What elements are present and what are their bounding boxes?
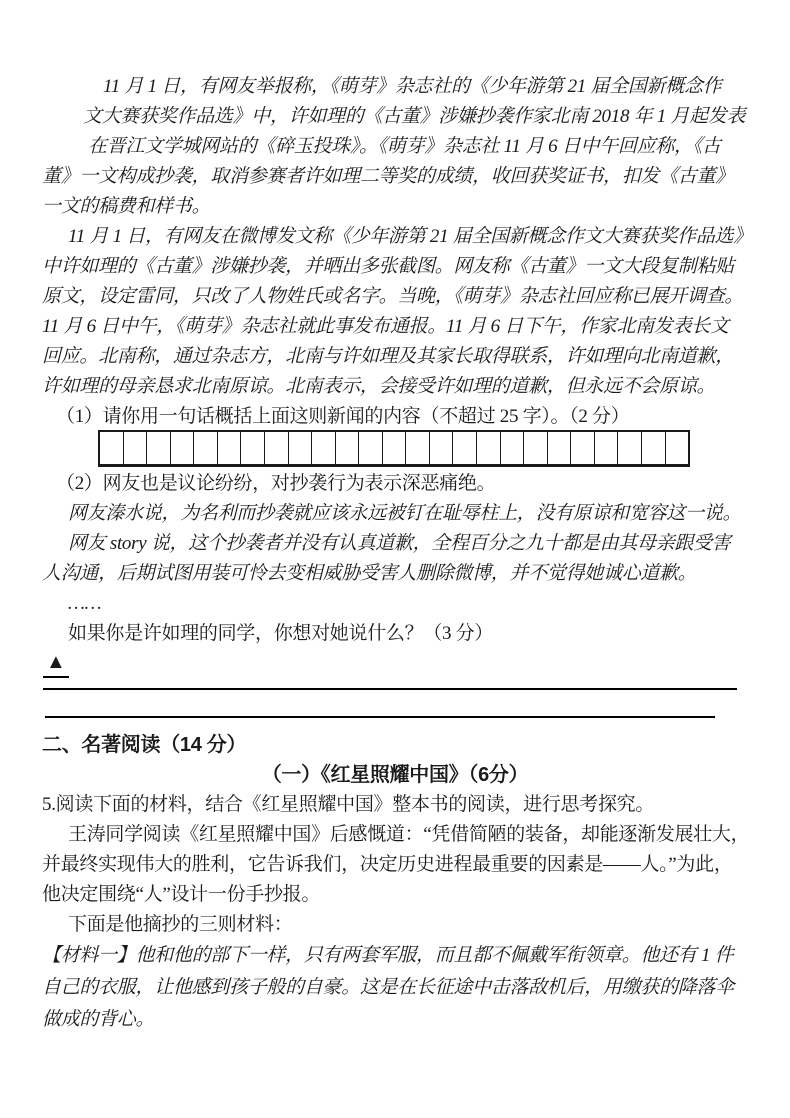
- material-1-line: 自己的衣服，让他感到孩子般的自豪。这是在长征途中击落敌机后，用缴获的降落伞: [42, 977, 734, 998]
- news-paragraph-1: [42, 72, 790, 222]
- news-paragraph-1-line: 董》一文构成抄袭，取消参赛者许如理二等奖的成绩，收回获奖证书，扣发《古董》: [42, 166, 734, 187]
- material-1-line: 【材料一】他和他的部下一样，只有两套军服，而且都不佩戴军衔领章。他还有 1 件: [42, 945, 734, 966]
- answer-grid-cell: [665, 432, 689, 464]
- wangtao-paragraph: [42, 820, 790, 910]
- answer-grid-cell: [311, 432, 335, 464]
- question-2-label: （2）网友也是议论纷纷，对抄袭行为表示深恶痛绝。: [56, 473, 496, 494]
- divider-line-1: [43, 688, 737, 690]
- answer-grid-cell: [617, 432, 641, 464]
- answer-grid-cell: [146, 432, 170, 464]
- answer-grid-cell: [523, 432, 547, 464]
- question-5-label: 5.阅读下面的材料，结合《红星照耀中国》整本书的阅读，进行思考探究。: [42, 794, 655, 815]
- answer-grid: [98, 430, 690, 467]
- answer-grid-cell: [100, 432, 123, 464]
- netizen-comment-2-line: 网友 story 说，这个抄袭者并没有认真道歉，全程百分之九十都是由其母亲跟受害: [68, 533, 731, 554]
- answer-grid-cell: [641, 432, 665, 464]
- news-paragraph-2-line: 回应。北南称，通过杂志方，北南与许如理及其家长取得联系，许如理向北南道歉，: [42, 346, 734, 367]
- section-2-title: 二、名著阅读（14 分）: [42, 734, 247, 756]
- section-2-subtitle: （一）《红星照耀中国》（6分）: [261, 764, 529, 786]
- news-paragraph-1-line: 在晋江文学城网站的《碎玉投珠》。《萌芽》杂志社 11 月 6 日中午回应称，《古: [88, 136, 721, 157]
- answer-grid-cell: [452, 432, 476, 464]
- page-content: [0, 72, 790, 1036]
- news-paragraph-1-line: 11 月 1 日，有网友举报称，《萌芽》杂志社的《少年游第 21 届全国新概念作: [103, 76, 722, 97]
- divider-line-2: [45, 716, 715, 718]
- ellipsis-line: ……: [68, 593, 102, 614]
- news-paragraph-2-line: 中许如理的《古董》涉嫌抄袭，并晒出多张截图。网友称《古董》一文大段复制粘贴: [42, 256, 734, 277]
- answer-grid-cell: [335, 432, 359, 464]
- answer-grid-cell: [429, 432, 453, 464]
- answer-grid-cell: [405, 432, 429, 464]
- news-paragraph-2-line: 许如理的母亲恳求北南原谅。北南表示，会接受许如理的道歉，但永远不会原谅。: [42, 376, 716, 397]
- netizen-comment-1: 网友溱水说，为名利而抄袭就应该永远被钉在耻辱柱上，没有原谅和宽容这一说。: [68, 503, 742, 524]
- answer-grid-cell: [288, 432, 312, 464]
- answer-grid-cell: [217, 432, 241, 464]
- question-3-label: 如果你是许如理的同学，你想对她说什么？（3 分）: [68, 623, 494, 644]
- answer-grid-cell: [570, 432, 594, 464]
- answer-grid-cell: [476, 432, 500, 464]
- answer-grid-cell: [547, 432, 571, 464]
- wangtao-paragraph-line: 并最终实现伟大的胜利，它告诉我们，决定历史进程最重要的因素是——人。”为此，: [42, 854, 733, 875]
- question-1-label: （1）请你用一句话概括上面这则新闻的内容（不超过 25 字）。（2 分）: [56, 406, 630, 427]
- answer-marker-triangle: ▲: [43, 649, 69, 678]
- answer-grid-cell: [382, 432, 406, 464]
- news-paragraph-2: [42, 222, 790, 402]
- materials-intro: 下面是他摘抄的三则材料：: [68, 914, 293, 935]
- news-paragraph-1-line: 文大赛获奖作品选》中，许如理的《古董》涉嫌抄袭作家北南 2018 年 1 月起发表: [83, 106, 746, 127]
- answer-grid-cell: [193, 432, 217, 464]
- material-1-line: 做成的背心。: [42, 1009, 155, 1030]
- material-1-paragraph: [42, 940, 790, 1036]
- answer-grid-cell: [123, 432, 147, 464]
- answer-grid-cell: [264, 432, 288, 464]
- news-paragraph-2-line: 原文，设定雷同，只改了人物姓氏或名字。当晚，《萌芽》杂志社回应称已展开调查。: [42, 286, 744, 307]
- netizen-comment-2-line: 人沟通，后期试图用装可怜去变相威胁受害人删除微博，并不觉得她诚心道歉。: [42, 563, 697, 584]
- wangtao-paragraph-line: 王涛同学阅读《红星照耀中国》后感慨道：“凭借简陋的装备，却能逐渐发展壮大，: [68, 824, 750, 845]
- answer-grid-cell: [594, 432, 618, 464]
- news-paragraph-1-line: 一文的稿费和样书。: [42, 196, 211, 217]
- answer-grid-cell: [358, 432, 382, 464]
- answer-grid-cell: [240, 432, 264, 464]
- news-paragraph-2-line: 11 月 6 日中午，《萌芽》杂志社就此事发布通报。11 月 6 日下午，作家北南发表长文: [42, 316, 729, 337]
- wangtao-paragraph-line: 他决定围绕“人”设计一份手抄报。: [42, 884, 321, 905]
- answer-grid-cell: [500, 432, 524, 464]
- answer-grid-cell: [170, 432, 194, 464]
- news-paragraph-2-line: 11 月 1 日，有网友在微博发文称《少年游第 21 届全国新概念作文大赛获奖作品选》: [68, 226, 752, 247]
- answer-marker-row: [42, 649, 790, 679]
